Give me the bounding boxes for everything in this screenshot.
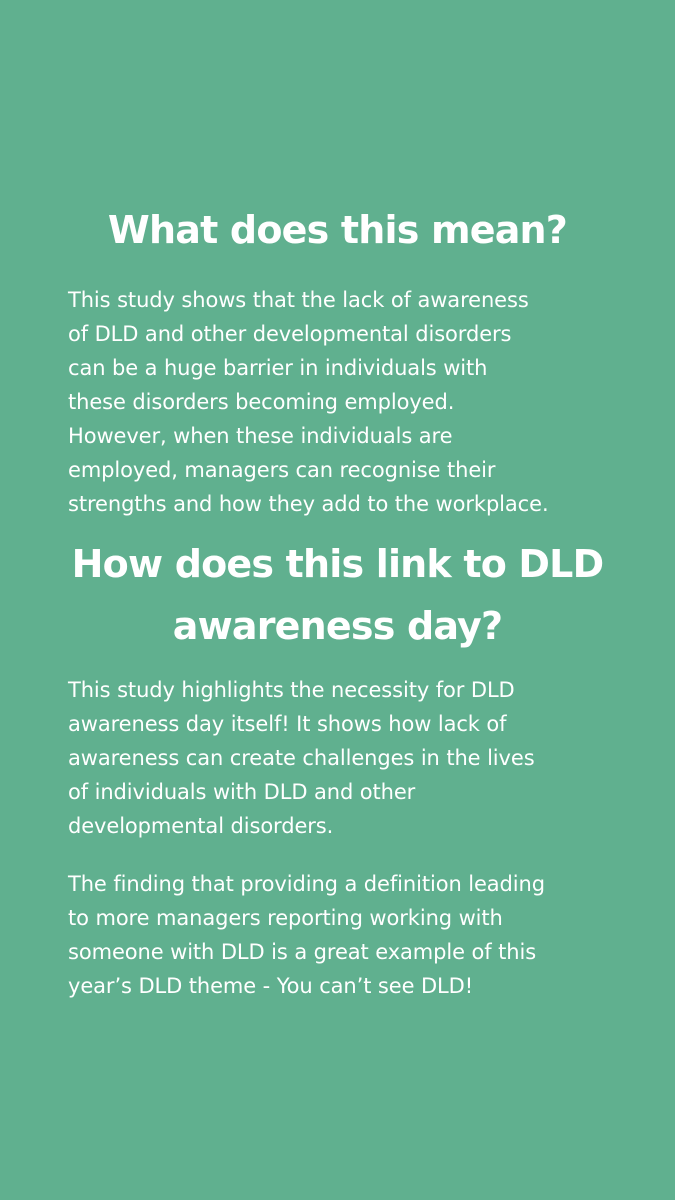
paragraph-line: This study highlights the necessity for DLD [68, 678, 515, 702]
paragraph-line: of individuals with DLD and other [68, 780, 416, 804]
paragraph-line: developmental disorders. [68, 814, 334, 838]
paragraph-line: strengths and how they add to the workplace. [68, 492, 549, 516]
paragraph-line: these disorders becoming employed. [68, 390, 455, 414]
paragraph-line: employed, managers can recognise their [68, 458, 496, 482]
paragraph-line: year’s DLD theme - You can’t see DLD! [68, 974, 474, 998]
heading-line: awareness day? [172, 604, 503, 648]
paragraph-line: can be a huge barrier in individuals with [68, 356, 488, 380]
paragraph-line: of DLD and other developmental disorders [68, 322, 512, 346]
paragraph-line: However, when these individuals are [68, 424, 453, 448]
paragraph-line: someone with DLD is a great example of this [68, 940, 537, 964]
heading-line: How does this link to DLD [71, 542, 604, 586]
paragraph-line: awareness day itself! It shows how lack of [68, 712, 507, 736]
paragraph-line: awareness can create challenges in the lives [68, 746, 535, 770]
paragraph-meaning [68, 283, 628, 521]
paragraph-line: This study shows that the lack of awareness [68, 288, 529, 312]
paragraph-line: The finding that providing a definition leading [68, 872, 545, 896]
paragraph-necessity [68, 673, 628, 843]
section-heading-dld-link [0, 533, 675, 657]
paragraph-theme [68, 867, 628, 1003]
paragraph-line: to more managers reporting working with [68, 906, 503, 930]
heading-line: What does this mean? [107, 208, 568, 252]
section-heading-meaning [0, 199, 675, 261]
